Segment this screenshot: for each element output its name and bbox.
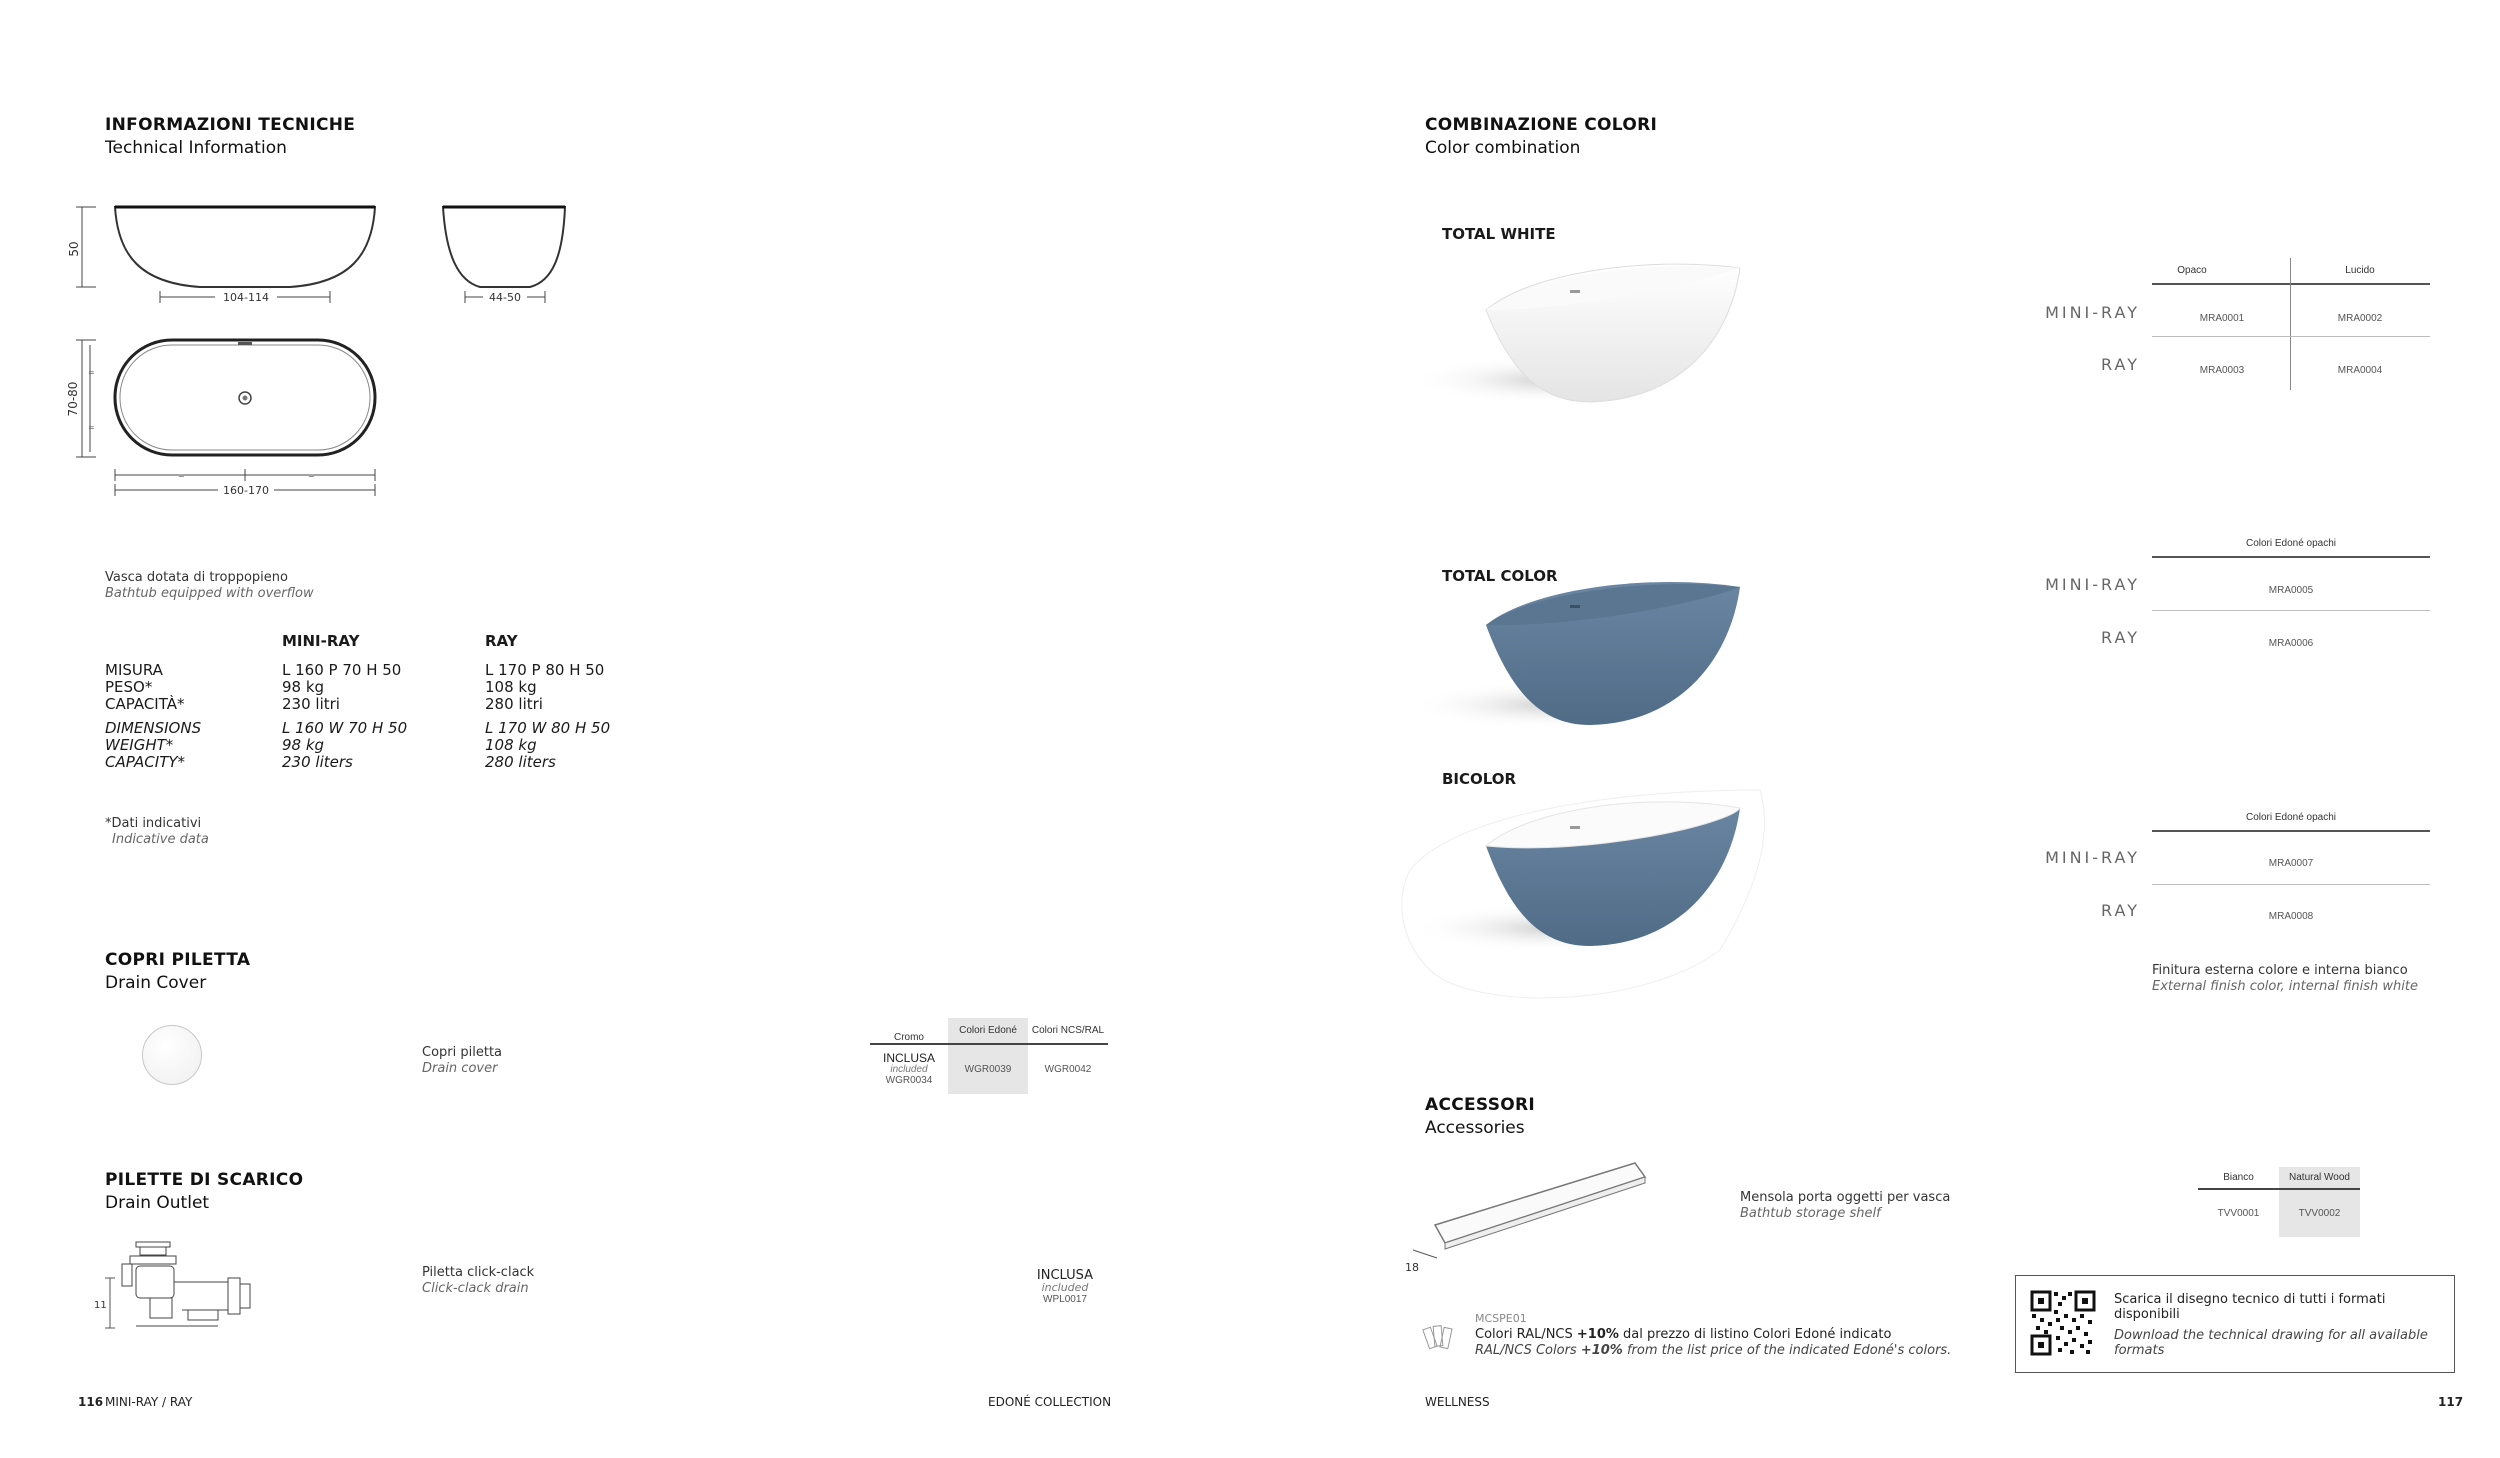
drain-outlet-drawing xyxy=(88,1238,258,1338)
shelf-table: Bianco Natural Wood TVV0001 TVV0002 xyxy=(2198,1167,2360,1237)
drain-cover-image xyxy=(142,1025,202,1085)
spec-ray-en: L 170 W 80 H 50 108 kg 280 liters xyxy=(485,719,611,771)
tw-code-1: MRA0001 xyxy=(2199,313,2245,324)
drain-cover-subtitle: Drain Cover xyxy=(105,973,207,993)
bc-code-2: MRA0008 xyxy=(2268,911,2314,922)
tc-code-2: MRA0006 xyxy=(2268,638,2314,649)
svg-text:=: = xyxy=(88,423,95,432)
tw-row-mini-ray: MINI-RAY xyxy=(2045,303,2140,322)
bc-row-ray: RAY xyxy=(2101,901,2140,920)
shelf-label-it: Mensola porta oggetti per vasca xyxy=(1740,1190,1951,1205)
total-color-bathtub-image xyxy=(1400,575,1760,745)
total-color-label: TOTAL COLOR xyxy=(1442,567,1558,585)
left-footer-collection: EDONÉ COLLECTION xyxy=(988,1395,1112,1409)
drain-cover-label-it: Copri piletta xyxy=(422,1045,503,1060)
total-white-label: TOTAL WHITE xyxy=(1442,225,1556,243)
shelf-dim: 18 xyxy=(1405,1261,1419,1274)
left-page-number: 116 xyxy=(78,1395,104,1409)
total-white-bathtub-image xyxy=(1400,250,1760,420)
palette-icon xyxy=(1422,1320,1456,1354)
color-subtitle: Color combination xyxy=(1425,138,1581,158)
download-box[interactable] xyxy=(2015,1275,2455,1373)
accessories-subtitle: Accessories xyxy=(1425,1118,1525,1138)
note-it: *Dati indicativi xyxy=(105,816,202,831)
drain-cover-label-en: Drain cover xyxy=(422,1061,498,1076)
bicolor-label: BICOLOR xyxy=(1442,770,1517,788)
bicolor-note-it: Finitura esterna colore e interna bianco xyxy=(2152,963,2408,978)
ral-note-it: Colori RAL/NCS +10% dal prezzo di listino Colori Edoné indicato xyxy=(1475,1327,1892,1342)
shelf-image xyxy=(1395,1155,1655,1275)
tw-code-4: MRA0004 xyxy=(2337,365,2383,376)
tw-code-2: MRA0002 xyxy=(2337,313,2383,324)
download-it: Scarica il disegno tecnico di tutti i formati disponibili xyxy=(2114,1292,2386,1322)
bicolor-bathtub-image xyxy=(1390,780,1770,1010)
right-page-number: 117 xyxy=(2438,1395,2464,1409)
technical-subtitle: Technical Information xyxy=(105,138,287,158)
drain-outlet-label-it: Piletta click-clack xyxy=(422,1265,535,1280)
drain-outlet-dim: 11 xyxy=(94,1300,107,1311)
left-footer-model: MINI-RAY / RAY xyxy=(105,1395,193,1409)
technical-drawing xyxy=(60,195,580,505)
tc-code-1: MRA0005 xyxy=(2268,585,2314,596)
tc-row-mini-ray: MINI-RAY xyxy=(2045,575,2140,594)
dim-length-top: 104-114 xyxy=(223,291,269,304)
svg-text:=: = xyxy=(178,471,185,480)
overflow-en: Bathtub equipped with overflow xyxy=(105,586,314,601)
spec-mini-en: L 160 W 70 H 50 98 kg 230 liters xyxy=(282,719,408,771)
tw-row-ray: RAY xyxy=(2101,355,2140,374)
bc-row-mini-ray: MINI-RAY xyxy=(2045,848,2140,867)
bc-header: Colori Edoné opachi xyxy=(2245,812,2337,823)
tc-row-ray: RAY xyxy=(2101,628,2140,647)
technical-title: INFORMAZIONI TECNICHE xyxy=(105,115,356,135)
shelf-label-en: Bathtub storage shelf xyxy=(1740,1206,1881,1221)
svg-text:=: = xyxy=(308,471,315,480)
ral-note-en: RAL/NCS Colors +10% from the list price of the indicated Edoné's colors. xyxy=(1475,1343,1952,1358)
spec-col-mini-ray: MINI-RAY xyxy=(282,632,360,650)
bc-code-1: MRA0007 xyxy=(2268,858,2314,869)
tw-header-opaco: Opaco xyxy=(2177,265,2207,276)
spec-ray-it: L 170 P 80 H 50 108 kg 280 litri xyxy=(485,661,605,713)
spec-labels-it: MISURA PESO* CAPACITÀ* xyxy=(105,661,185,713)
qr-code-icon[interactable] xyxy=(2030,1290,2096,1356)
drain-outlet-title: PILETTE DI SCARICO xyxy=(105,1170,304,1190)
svg-text:=: = xyxy=(88,368,95,377)
dim-height: 50 xyxy=(67,241,81,257)
drain-outlet-label-en: Click-clack drain xyxy=(422,1281,529,1296)
drain-outlet-included: INCLUSA included WPL0017 xyxy=(1036,1268,1094,1305)
note-en: Indicative data xyxy=(112,832,209,847)
dim-width-top: 44-50 xyxy=(489,291,521,304)
dim-length: 160-170 xyxy=(223,484,269,497)
color-title: COMBINAZIONE COLORI xyxy=(1425,115,1658,135)
tw-code-3: MRA0003 xyxy=(2199,365,2245,376)
tc-header: Colori Edoné opachi xyxy=(2245,538,2337,549)
spec-col-ray: RAY xyxy=(485,632,518,650)
right-footer-section: WELLNESS xyxy=(1425,1395,1490,1409)
download-en: Download the technical drawing for all available formats xyxy=(2114,1328,2428,1358)
drain-outlet-subtitle: Drain Outlet xyxy=(105,1193,210,1213)
drain-cover-title: COPRI PILETTA xyxy=(105,950,251,970)
overflow-it: Vasca dotata di troppopieno xyxy=(105,570,288,585)
spec-labels-en: DIMENSIONS WEIGHT* CAPACITY* xyxy=(105,719,202,771)
drain-cover-table: Cromo Colori Edoné Colori NCS/RAL INCLUSA included WGR0034 WGR0039 WGR0042 xyxy=(870,1018,1108,1094)
spec-mini-it: L 160 P 70 H 50 98 kg 230 litri xyxy=(282,661,402,713)
ral-code: MCSPE01 xyxy=(1475,1312,1527,1325)
tw-header-lucido: Lucido xyxy=(2345,265,2375,276)
bicolor-note-en: External finish color, internal finish white xyxy=(2152,979,2418,994)
dim-width: 70-80 xyxy=(66,381,80,417)
accessories-title: ACCESSORI xyxy=(1425,1095,1536,1115)
